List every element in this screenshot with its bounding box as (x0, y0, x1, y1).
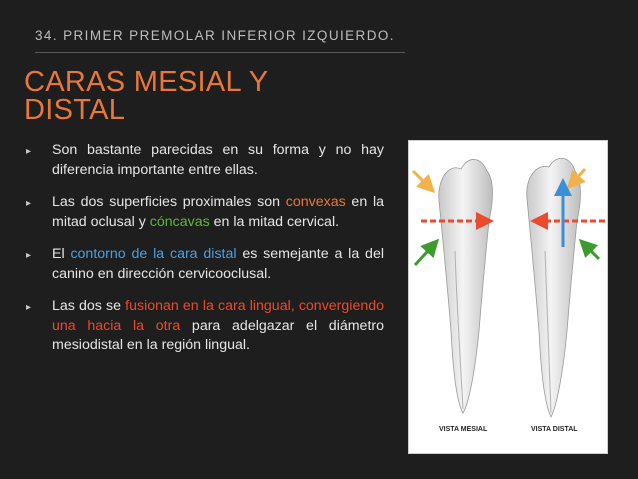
caption-distal: VISTA DISTAL (531, 426, 578, 433)
bullet-marker-icon: ▸ (26, 250, 32, 261)
premolar-illustration (409, 141, 607, 453)
highlighted-text: fusionan en la cara lingual, convergiendo una hacia la otra (52, 298, 385, 334)
slide-subtitle: 34. PRIMER PREMOLAR INFERIOR IZQUIERDO. (35, 28, 395, 43)
green-arrow-left (415, 241, 437, 265)
highlighted-text: convexas (285, 194, 346, 210)
bullet-text: El (52, 246, 71, 262)
bullet-list (24, 141, 384, 356)
heading-line-2: DISTAL (24, 94, 126, 126)
caption-mesial: VISTA MESIAL (439, 426, 488, 433)
distal-view-tooth (527, 158, 581, 417)
bullet-text: en la mitad cervical. (209, 213, 340, 230)
highlighted-text: contorno de la cara distal (70, 246, 237, 262)
bullet-item (24, 245, 384, 284)
bullet-item (24, 297, 384, 356)
tooth-figure (408, 140, 608, 454)
mesial-view-tooth (439, 159, 493, 413)
bullet-marker-icon: ▸ (26, 146, 32, 157)
bullet-item (24, 141, 384, 180)
bullet-text: es semejante a la del canino en dirección cervicooclusal. (52, 246, 384, 282)
slide-heading (24, 68, 268, 124)
highlighted-text: cóncavas (149, 213, 210, 230)
green-arrow-right (581, 241, 599, 259)
bullet-marker-icon: ▸ (26, 302, 32, 313)
bullet-text: en la mitad oclusal y (52, 194, 384, 230)
bullet-marker-icon: ▸ (26, 198, 32, 209)
bullet-text: Son bastante parecidas en su forma y no hay diferencia importante entre ellas. (52, 142, 384, 178)
heading-line-1: CARAS MESIAL Y (24, 66, 269, 98)
title-divider (35, 52, 405, 53)
yellow-arrow-left (413, 171, 433, 191)
bullet-text: Las dos superficies proximales son (52, 194, 286, 210)
bullet-item (24, 193, 384, 232)
bullet-text: para adelgazar el diámetro mesiodistal en la región lingual. (52, 317, 385, 353)
bullet-text: Las dos se (52, 298, 126, 314)
